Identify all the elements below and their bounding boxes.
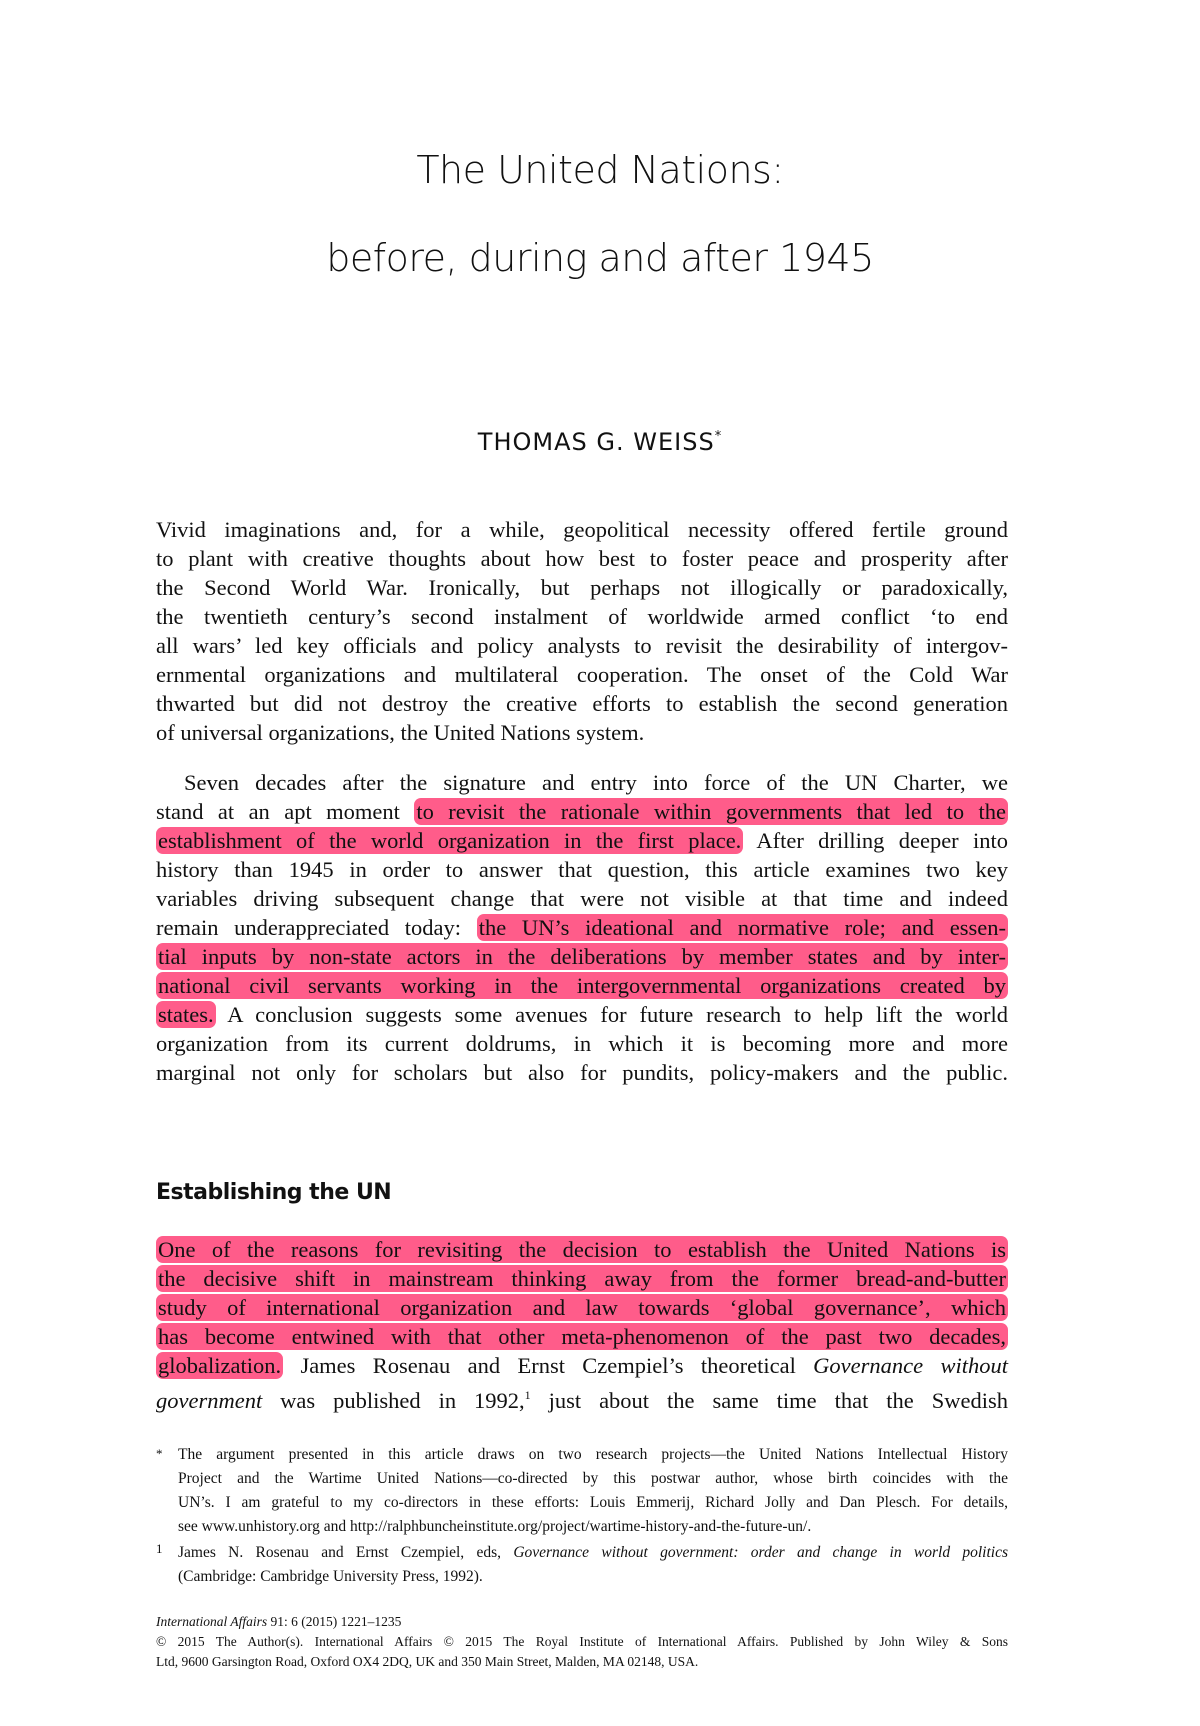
highlight-annotation[interactable]: globalization. (158, 1353, 282, 1378)
body-line (156, 972, 1008, 1000)
highlight-annotation[interactable]: study of international organization and law towards ‘global governance’, which (158, 1295, 1006, 1320)
footnote-line: (Cambridge: Cambridge University Press, 1992). (178, 1568, 483, 1585)
footnote-reference-1[interactable]: 1 (524, 1388, 531, 1402)
highlight-annotation[interactable]: One of the reasons for revisiting the decision to establish the United Nations is (158, 1237, 1006, 1262)
body-text: just about the same time that the Swedish (530, 1388, 1008, 1413)
copyright-line: Ltd, 9600 Garsington Road, Oxford OX4 2DQ, UK and 350 Main Street, Malden, MA 02148, USA. (156, 1654, 699, 1669)
footnote-line: Project and the Wartime United Nations—co-directed by this postwar author, whose birth coincides with the (178, 1470, 1008, 1487)
body-line (156, 798, 1008, 826)
book-title-italic: government (156, 1388, 263, 1413)
body-line: history than 1945 in order to answer that question, this article examines two key (156, 857, 1008, 882)
footnote-line (178, 1541, 1008, 1565)
journal-issue: 91: 6 (2015) 1221–1235 (267, 1614, 402, 1629)
body-line (156, 1265, 1008, 1293)
body-line (156, 1294, 1008, 1322)
body-text: After drilling deeper into (743, 828, 1008, 853)
body-line (156, 914, 1008, 942)
body-line: marginal not only for scholars but also for pundits, policy-makers and the public. (156, 1060, 1008, 1085)
article-title-line-2: before, during and after 1945 (326, 236, 874, 280)
body-line (156, 1352, 1008, 1380)
body-line (156, 1236, 1008, 1264)
highlight-annotation[interactable]: the decisive shift in mainstream thinking away from the former bread-and-butter (158, 1266, 1006, 1291)
highlight-annotation[interactable]: to revisit the rationale within governments that led to the (416, 799, 1006, 824)
body-line: Vivid imaginations and, for a while, geopolitical necessity offered fertile ground (156, 517, 1008, 542)
body-text: stand at an apt moment (156, 799, 415, 824)
body-line (156, 827, 1008, 855)
body-line: thwarted but did not destroy the creative efforts to establish the second generation (156, 691, 1008, 716)
highlight-annotation[interactable]: the UN’s ideational and normative role; and essen- (478, 915, 1006, 940)
copyright-line: © 2015 The Author(s). International Affairs © 2015 The Royal Institute of International Affairs. Published by John Wiley & Sons (156, 1634, 1008, 1649)
footnote-book-title: Governance without government: order and change in world politics (513, 1544, 1009, 1561)
footnote-marker: * (156, 1446, 163, 1461)
highlight-annotation[interactable]: tial inputs by non-state actors in the deliberations by member states and by inter- (158, 944, 1006, 969)
body-text: James Rosenau and Ernst Czempiel’s theoretical (283, 1353, 814, 1378)
footnote-marker: 1 (156, 1541, 163, 1556)
journal-citation (156, 1612, 1008, 1632)
body-text: remain underappreciated today: (156, 915, 477, 940)
highlight-annotation[interactable]: national civil servants working in the intergovernmental organizations created by (158, 973, 1006, 998)
body-line: organization from its current doldrums, in which it is becoming more and more (156, 1031, 1008, 1056)
body-line: of universal organizations, the United Nations system. (156, 720, 645, 745)
footnote-text: James N. Rosenau and Ernst Czempiel, eds, (178, 1544, 514, 1561)
body-line: the twentieth century’s second instalment of worldwide armed conflict ‘to end (156, 604, 1008, 629)
body-line (156, 1323, 1008, 1351)
footnote-line: UN’s. I am grateful to my co-directors in these efforts: Louis Emmerij, Richard Jolly and Dan Plesch. For details, (178, 1494, 1008, 1511)
footnote-line: see www.unhistory.org and http://ralphbuncheinstitute.org/project/wartime-history-and-the-future-un/. (178, 1518, 812, 1535)
author-footnote-marker: * (714, 429, 723, 444)
highlight-annotation[interactable]: has become entwined with that other meta-phenomenon of the past two decades, (158, 1324, 1006, 1349)
body-line: to plant with creative thoughts about how best to foster peace and prosperity after (156, 546, 1008, 571)
article-title-line-1: The United Nations: (416, 148, 784, 192)
section-heading: Establishing the UN (156, 1180, 392, 1205)
highlight-annotation[interactable]: establishment of the world organization in the first place. (158, 828, 742, 853)
body-line: Seven decades after the signature and entry into force of the UN Charter, we (184, 770, 1008, 795)
body-line: variables driving subsequent change that were not visible at that time and indeed (156, 886, 1008, 911)
author-name (0, 428, 1200, 456)
body-line: all wars’ led key officials and policy analysts to revisit the desirability of intergov- (156, 633, 1008, 658)
body-line (156, 943, 1008, 971)
body-text: was published in 1992, (262, 1388, 525, 1413)
body-line (156, 1001, 1008, 1029)
highlight-annotation[interactable]: states. (158, 1002, 214, 1027)
book-title-italic: Governance without (813, 1353, 1008, 1378)
body-line (156, 1381, 1008, 1415)
journal-name: International Affairs (156, 1614, 268, 1629)
body-line: ernmental organizations and multilateral cooperation. The onset of the Cold War (156, 662, 1008, 687)
body-text: A conclusion suggests some avenues for future research to help lift the world (215, 1002, 1008, 1027)
body-line: the Second World War. Ironically, but perhaps not illogically or paradoxically, (156, 575, 1008, 600)
footnote-line: The argument presented in this article draws on two research projects—the United Nations Intellectual History (178, 1446, 1008, 1463)
author-name-text: THOMAS G. WEISS (477, 428, 715, 456)
